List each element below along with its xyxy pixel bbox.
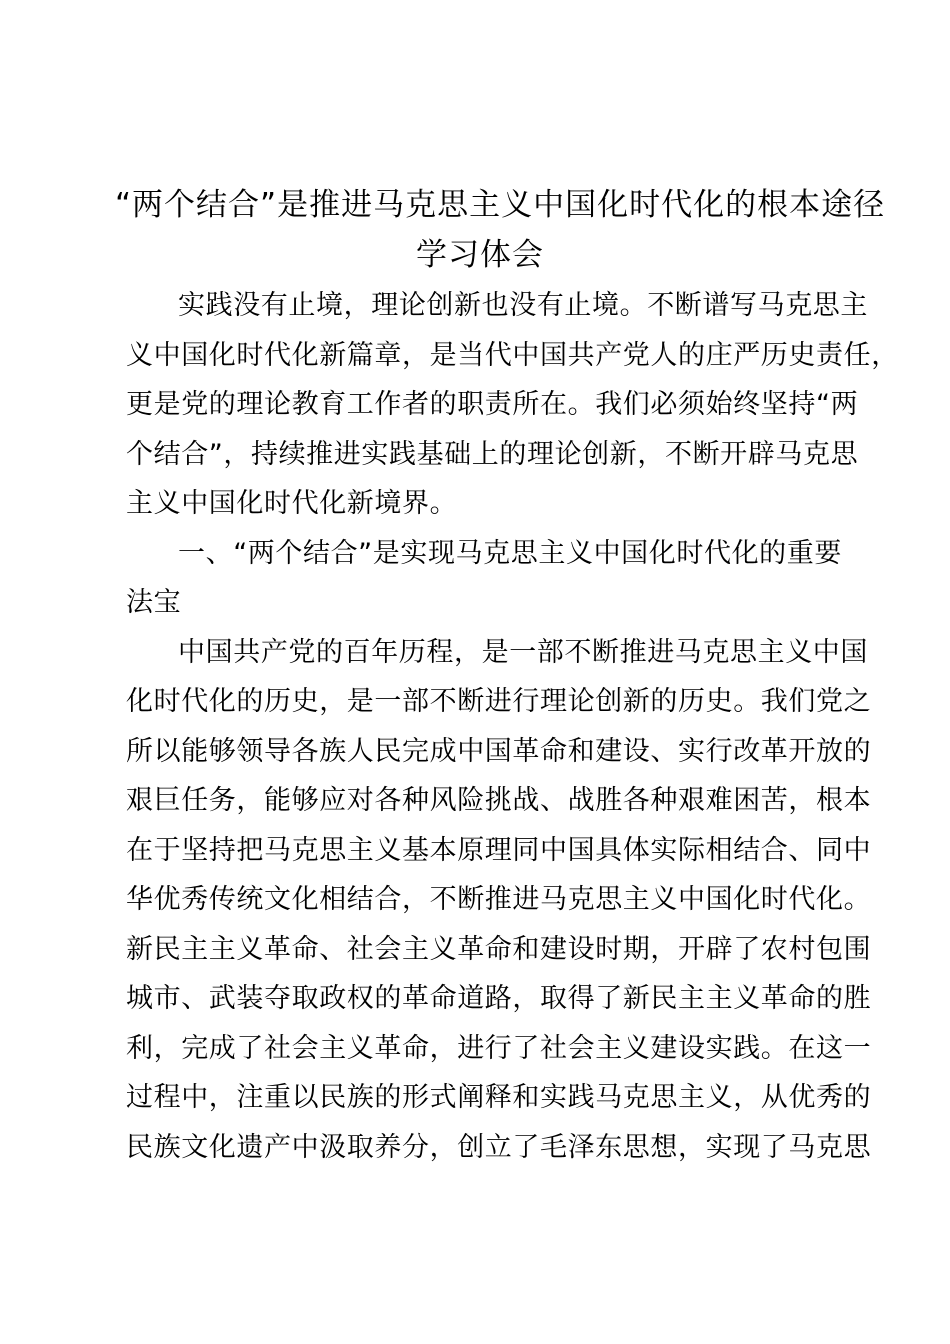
paragraph-2-line: 过程中，注重以民族的形式阐释和实践马克思主义，从优秀的	[126, 1082, 872, 1113]
paragraph-2-line: 华优秀传统文化相结合，不断推进马克思主义中国化时代化。	[126, 884, 872, 915]
paragraph-2-line: 在于坚持把马克思主义基本原理同中国具体实际相结合、同中	[126, 834, 872, 866]
paragraph-2-line: 艰巨任务，能够应对各种风险挑战、战胜各种艰难困苦，根本	[126, 785, 872, 816]
paragraph-2-line: 中国共产党的百年历程，是一部不断推进马克思主义中国	[178, 636, 868, 668]
title-line-2: 学习体会	[416, 237, 544, 273]
paragraph-1-line: 义中国化时代化新篇章，是当代中国共产党人的庄严历史责任，	[126, 339, 899, 371]
paragraph-2-line: 新民主主义革命、社会主义革命和建设时期，开辟了农村包围	[126, 933, 872, 965]
section-heading-line: 法宝	[126, 587, 182, 618]
document-body	[126, 281, 899, 1172]
paragraph-1-line: 个结合”，持续推进实践基础上的理论创新，不断开辟马克思	[126, 438, 859, 470]
paragraph-2-line: 城市、武装夺取政权的革命道路，取得了新民主主义革命的胜	[126, 983, 872, 1014]
title-line-1: “两个结合”是推进马克思主义中国化时代化的根本途径	[115, 187, 886, 223]
section-heading-line: 一、“两个结合”是实现马克思主义中国化时代化的重要	[178, 537, 842, 569]
paragraph-2-line: 所以能够领导各族人民完成中国革命和建设、实行改革开放的	[126, 735, 872, 767]
paragraph-1-line: 实践没有止境，理论创新也没有止境。不断谱写马克思主	[178, 290, 868, 321]
paragraph-1-line: 更是党的理论教育工作者的职责所在。我们必须始终坚持“两	[126, 389, 859, 420]
paragraph-2-line: 利，完成了社会主义革命，进行了社会主义建设实践。在这一	[126, 1032, 872, 1064]
paragraph-2-line: 化时代化的历史，是一部不断进行理论创新的历史。我们党之	[126, 686, 872, 717]
document-title	[115, 180, 886, 280]
paragraph-2-line: 民族文化遗产中汲取养分，创立了毛泽东思想，实现了马克思	[126, 1131, 872, 1163]
paragraph-1-line: 主义中国化时代化新境界。	[126, 488, 458, 519]
